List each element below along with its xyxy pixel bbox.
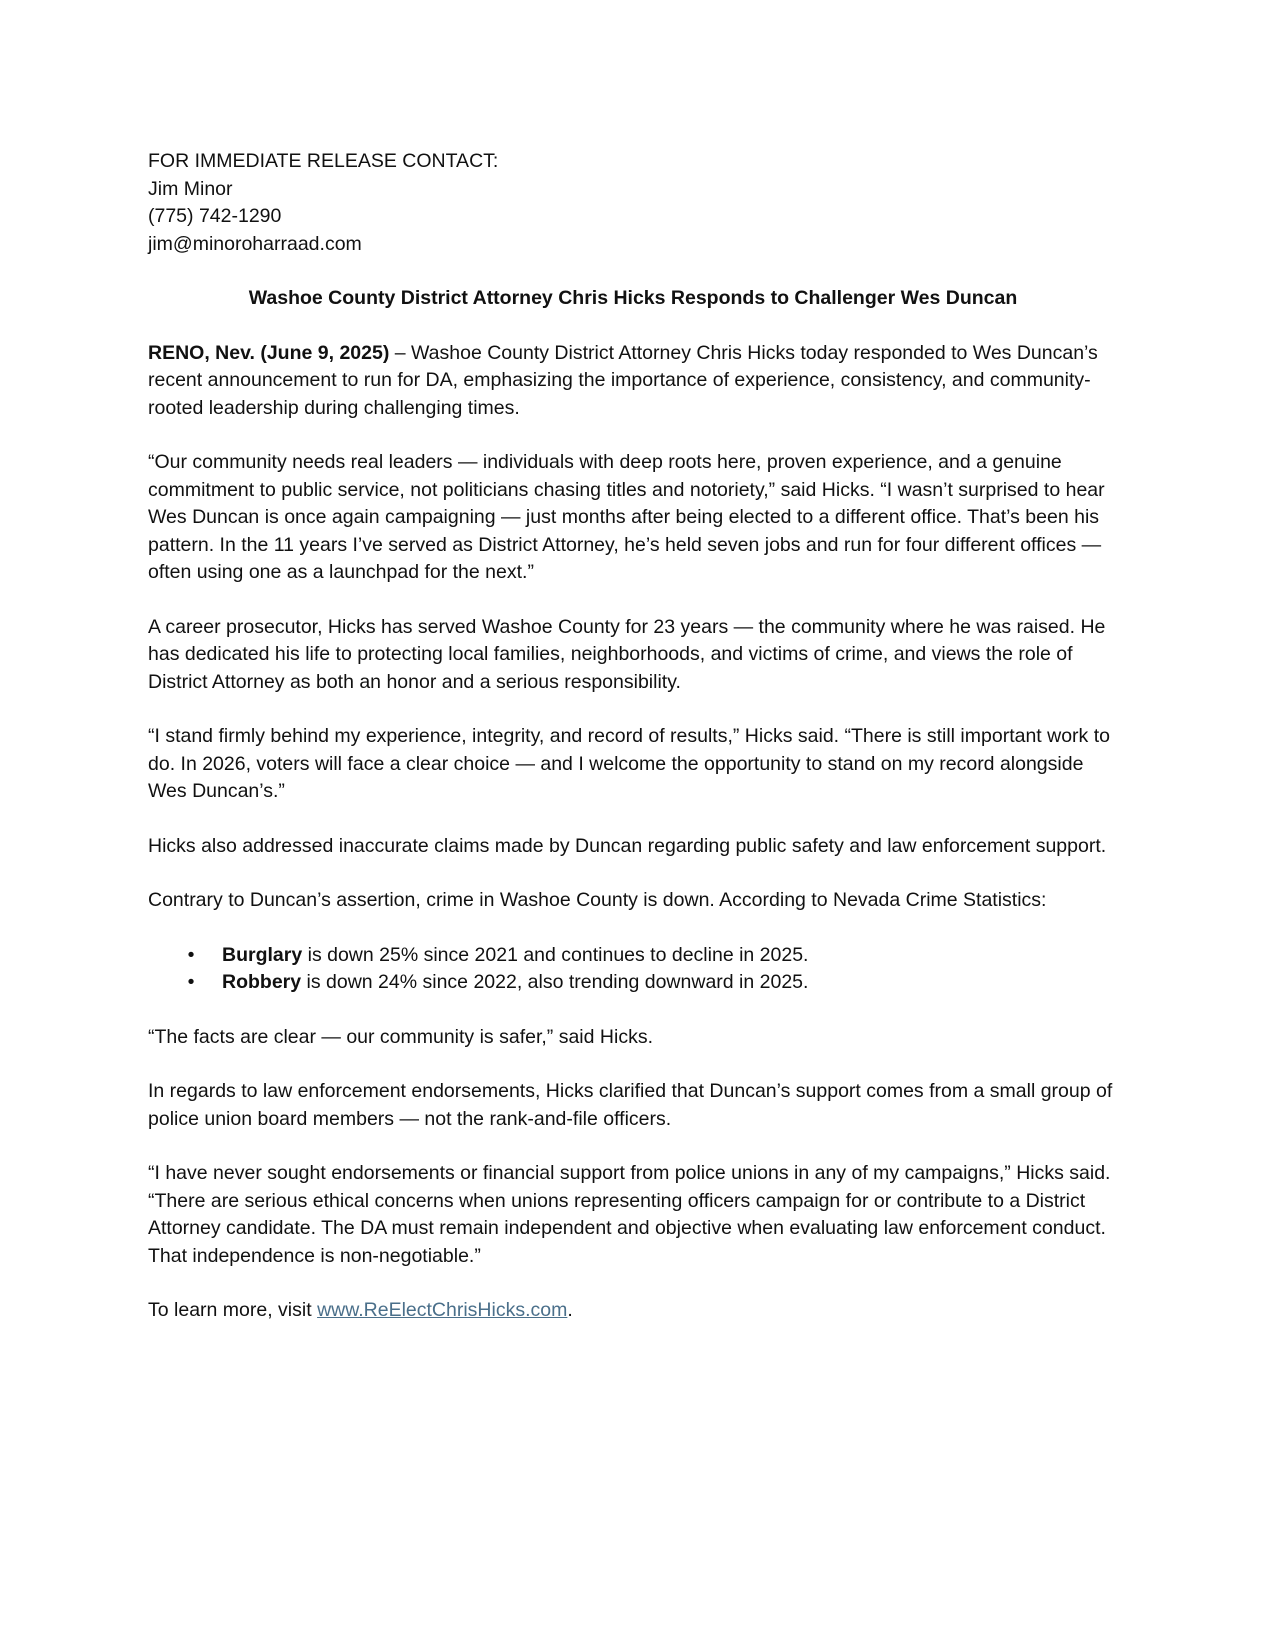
paragraph-claims: Hicks also addressed inaccurate claims made by Duncan regarding public safety and law enforcement support. [148, 834, 1107, 857]
release-contact-label: FOR IMMEDIATE RELEASE CONTACT: [148, 150, 499, 172]
contact-phone: (775) 742-1290 [148, 205, 282, 227]
press-release-body [148, 148, 1118, 1325]
paragraph-facts-quote: “The facts are clear — our community is safer,” said Hicks. [148, 1025, 653, 1048]
closing-prefix: To learn more, visit [148, 1299, 318, 1321]
list-item-text: is down 25% since 2021 and continues to decline in 2025. [302, 943, 809, 966]
list-item [148, 969, 1118, 997]
paragraph-quote-record: “I stand firmly behind my experience, integrity, and record of results,” Hicks said. “There is still important work to do. In 2026, voters will face a clear choice — and I welcome the opportunity to stand on my record alongside Wes Duncan’s.” [148, 725, 1110, 802]
bullet-icon: • [187, 971, 195, 993]
paragraph-career: A career prosecutor, Hicks has served Washoe County for 23 years — the community where he was raised. He has dedicated his life to protecting local families, neighborhoods, and victims of crime, and views the role of District Attorney as both an honor and a serious responsibility. [148, 615, 1106, 693]
bullet-icon: • [187, 943, 195, 966]
list-item [148, 942, 1118, 970]
paragraph-unions-quote: “I have never sought endorsements or financial support from police unions in any of my campaigns,” Hicks said. “There are serious ethical concerns when unions representing officers campaign for or contribute to a District Attorney candidate. The DA must remain independent and objective when evaluating law enforcement conduct. That independence is non-negotiable.” [148, 1162, 1111, 1267]
contact-block [148, 148, 1118, 258]
crime-stats-list [148, 942, 1118, 997]
closing-suffix: . [567, 1299, 573, 1321]
list-item-term: Burglary [222, 943, 303, 966]
campaign-website-link[interactable]: www.ReElectChrisHicks.com [317, 1299, 568, 1321]
dateline: RENO, Nev. (June 9, 2025) [148, 341, 390, 364]
paragraph-intro [148, 340, 1118, 423]
paragraph-crime-stats: Contrary to Duncan’s assertion, crime in Washoe County is down. According to Nevada Crime Statistics: [148, 889, 1047, 911]
paragraph-closing [148, 1297, 1118, 1325]
paragraph-quote-leaders: “Our community needs real leaders — individuals with deep roots here, proven experience, and a genuine commitment to public service, not politicians chasing titles and notoriety,” said Hicks. “I wasn’t surprised to hear Wes Duncan is once again campaigning — just months after being elected to a different office. That’s been his pattern. In the 11 years I’ve served as District Attorney, he’s held seven jobs and run for four different offices — often using one as a launchpad for the next.” [148, 451, 1105, 583]
contact-email: jim@minoroharraad.com [148, 232, 362, 255]
list-item-term: Robbery [222, 971, 302, 993]
headline: Washoe County District Attorney Chris Hicks Responds to Challenger Wes Duncan [248, 287, 1018, 309]
contact-name: Jim Minor [148, 177, 233, 200]
paragraph-endorsements: In regards to law enforcement endorsements, Hicks clarified that Duncan’s support comes from a small group of police union board members — not the rank-and-file officers. [148, 1080, 1113, 1130]
list-item-text: is down 24% since 2022, also trending downward in 2025. [301, 971, 809, 993]
paragraph-intro-text: – Washoe County District Attorney Chris Hicks today responded to Wes Duncan’s recent announcement to run for DA, emphasizing the importance of experience, consistency, and community-rooted leadership during challenging times. [148, 341, 1098, 419]
